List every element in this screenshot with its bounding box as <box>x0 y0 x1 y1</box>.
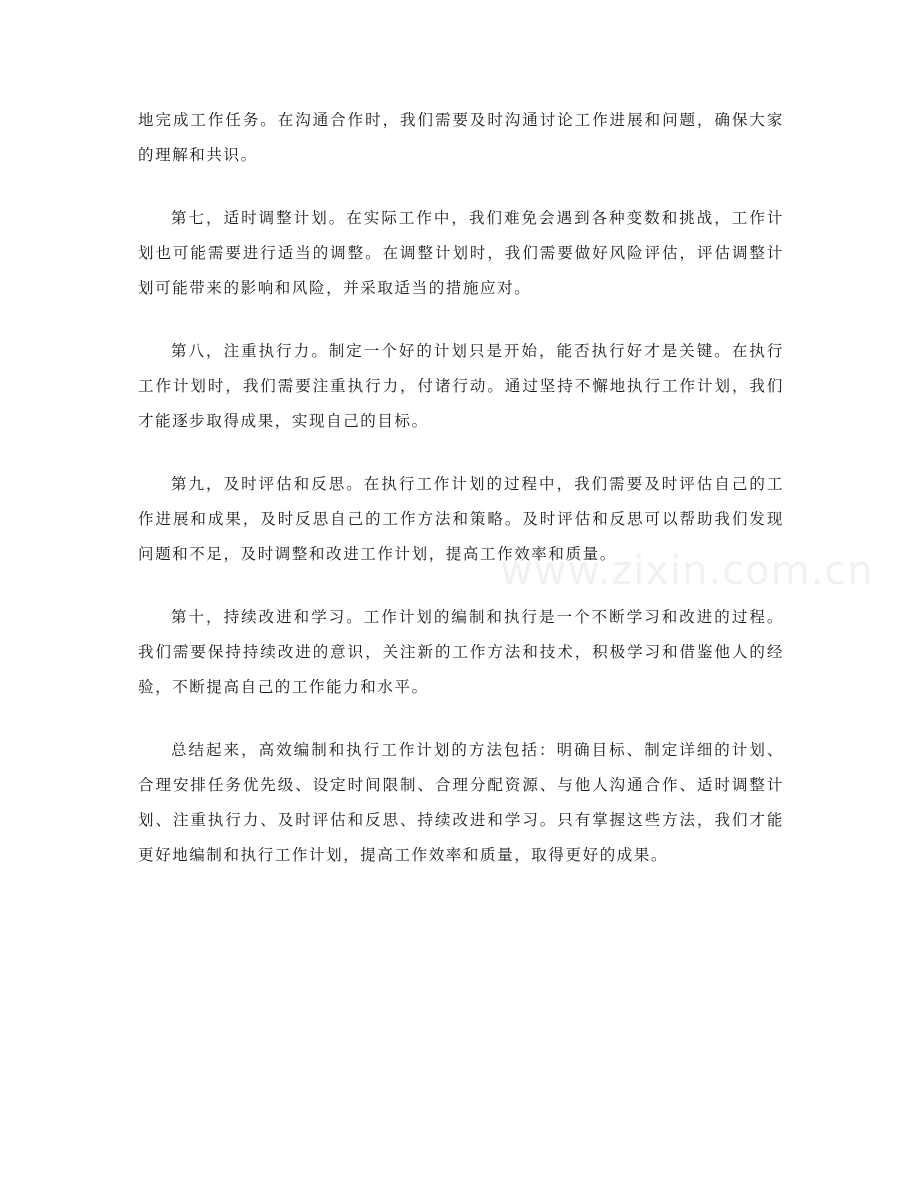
paragraph-tenth: 第十，持续改进和学习。工作计划的编制和执行是一个不断学习和改进的过程。我们需要保持持续改进的意识，关注新的工作方法和技术，积极学习和借鉴他人的经验，不断提高自己的工作能力和水平。 <box>138 608 784 696</box>
watermark: www.zixin.com.cn <box>500 548 874 594</box>
paragraph-seventh: 第七，适时调整计划。在实际工作中，我们难免会遇到各种变数和挑战，工作计划也可能需要进行适当的调整。在调整计划时，我们需要做好风险评估，评估调整计划可能带来的影响和风险，并采取适当的措施应对。 <box>138 209 784 297</box>
document-body <box>138 103 784 901</box>
paragraph-ninth: 第九，及时评估和反思。在执行工作计划的过程中，我们需要及时评估自己的工作进展和成果，及时反思自己的工作方法和策略。及时评估和反思可以帮助我们发现问题和不足，及时调整和改进工作计划，提高工作效率和质量。 <box>138 475 784 563</box>
paragraph-summary: 总结起来，高效编制和执行工作计划的方法包括：明确目标、制定详细的计划、合理安排任务优先级、设定时间限制、合理分配资源、与他人沟通合作、适时调整计划、注重执行力、及时评估和反思、持续改进和学习。只有掌握这些方法，我们才能更好地编制和执行工作计划，提高工作效率和质量，取得更好的成果。 <box>138 741 784 864</box>
paragraph-continuation: 地完成工作任务。在沟通合作时，我们需要及时沟通讨论工作进展和问题，确保大家的理解和共识。 <box>138 111 784 164</box>
paragraph-eighth: 第八，注重执行力。制定一个好的计划只是开始，能否执行好才是关键。在执行工作计划时，我们需要注重执行力，付诸行动。通过坚持不懈地执行工作计划，我们才能逐步取得成果，实现自己的目标。 <box>138 342 784 430</box>
